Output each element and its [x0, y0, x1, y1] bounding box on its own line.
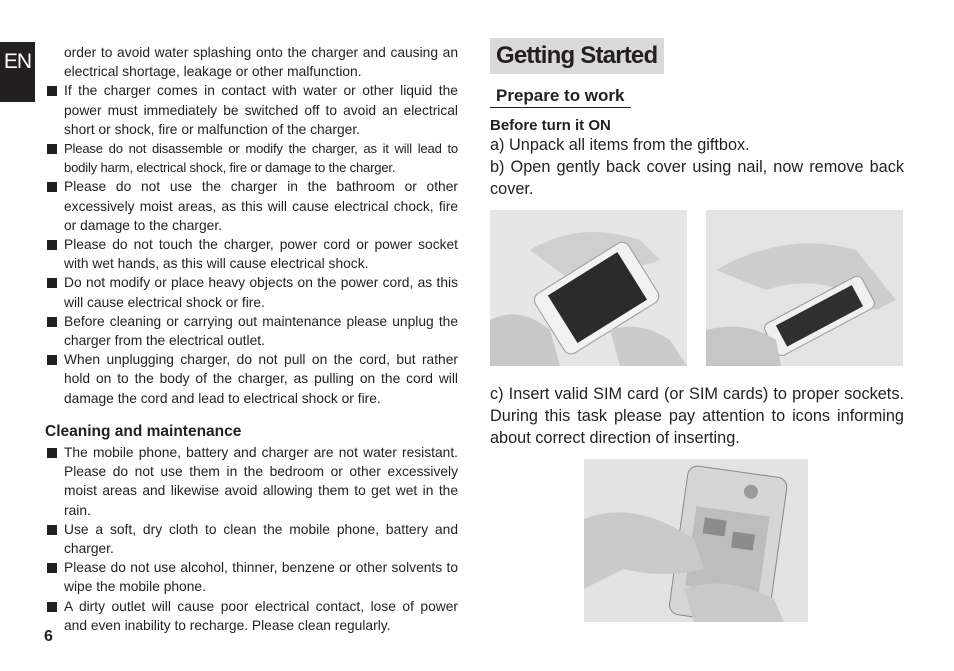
- bullet-square-icon: [45, 350, 64, 408]
- bullet-square-icon: [45, 177, 64, 235]
- list-item-text: Please do not use the charger in the bathroom or other excessively moist areas, as this will cause electrical chock, fire or damage to the charger.: [64, 179, 458, 233]
- photo-removing-back-cover: [706, 210, 903, 366]
- page-number: 6: [44, 628, 53, 645]
- right-column: [490, 38, 904, 622]
- list-item-text: Please do not disassemble or modify the charger, as it will lead to bodily harm, electrical shock, fire or damage to the charger.: [64, 141, 458, 176]
- list-item: [45, 312, 458, 350]
- list-item: [45, 81, 458, 139]
- list-item: [45, 139, 458, 177]
- sim-insert-illustration: [584, 459, 808, 622]
- step-b: b) Open gently back cover using nail, now remove back cover.: [490, 158, 904, 198]
- photo-hands-holding-phone: [490, 210, 687, 366]
- list-item-text: Use a soft, dry cloth to clean the mobile phone, battery and charger.: [64, 521, 458, 557]
- bullet-square-icon: [45, 520, 64, 558]
- cleaning-heading: Cleaning and maintenance: [45, 422, 242, 440]
- remove-cover-illustration: [706, 210, 903, 366]
- list-item-text: Do not modify or place heavy objects on the power cord, as this will cause electrical shock or fire.: [64, 275, 458, 310]
- list-item: [45, 558, 458, 596]
- bullet-square-icon: [45, 558, 64, 596]
- bullet-square-icon: [45, 139, 64, 177]
- list-item-text: If the charger comes in contact with water or other liquid the power must immediately be switched off to avoid an electrical short or shock, fire or malfunction of the charger.: [64, 83, 458, 137]
- photo-insert-sim: [584, 459, 808, 622]
- list-item: [45, 597, 458, 635]
- cleaning-list: [45, 443, 458, 635]
- list-item: [45, 273, 458, 311]
- list-item-text: When unplugging charger, do not pull on the cord, but rather hold on to the body of the charger, as pulling on the cord will damage the cord and lead to electrical shock or fire.: [64, 352, 458, 406]
- list-item-text: The mobile phone, battery and charger are not water resistant. Please do not use them in the bedroom or other excessively moist areas and likewise avoid allowing them to get wet in the rain.: [64, 445, 458, 518]
- hands-phone-illustration: [490, 210, 687, 366]
- list-item: [45, 443, 458, 520]
- list-item: [45, 520, 458, 558]
- bullet-square-icon: [45, 235, 64, 273]
- list-item: [45, 350, 458, 408]
- intro-continuation: order to avoid water splashing onto the charger and causing an electrical shortage, leakage or other malfunction.: [64, 45, 458, 80]
- bullet-square-icon: [45, 443, 64, 520]
- safety-list: [45, 81, 458, 407]
- list-item: [45, 177, 458, 235]
- section-heading: Prepare to work: [490, 86, 631, 108]
- list-item: [45, 235, 458, 273]
- bullet-square-icon: [45, 81, 64, 139]
- bullet-square-icon: [45, 273, 64, 311]
- bullet-square-icon: [45, 312, 64, 350]
- list-item-text: Please do not touch the charger, power cord or power socket with wet hands, as this will cause electrical shock.: [64, 237, 458, 272]
- step-a: a) Unpack all items from the giftbox.: [490, 136, 750, 154]
- list-item-text: Before cleaning or carrying out maintenance please unplug the charger from the electrical outlet.: [64, 313, 458, 349]
- page-title: Getting Started: [490, 38, 664, 74]
- list-item-text: A dirty outlet will cause poor electrical contact, lose of power and even inability to recharge. Please clean regularly.: [64, 598, 458, 633]
- photo-row: [490, 210, 904, 366]
- step-c: c) Insert valid SIM card (or SIM cards) to proper sockets. During this task please pay attention to icons informing about correct direction of inserting.: [490, 385, 904, 447]
- subheading: Before turn it ON: [490, 117, 611, 134]
- list-item-text: Please do not use alcohol, thinner, benzene or other solvents to wipe the mobile phone.: [64, 560, 458, 595]
- language-tab: EN: [0, 42, 35, 102]
- left-column: [45, 43, 458, 635]
